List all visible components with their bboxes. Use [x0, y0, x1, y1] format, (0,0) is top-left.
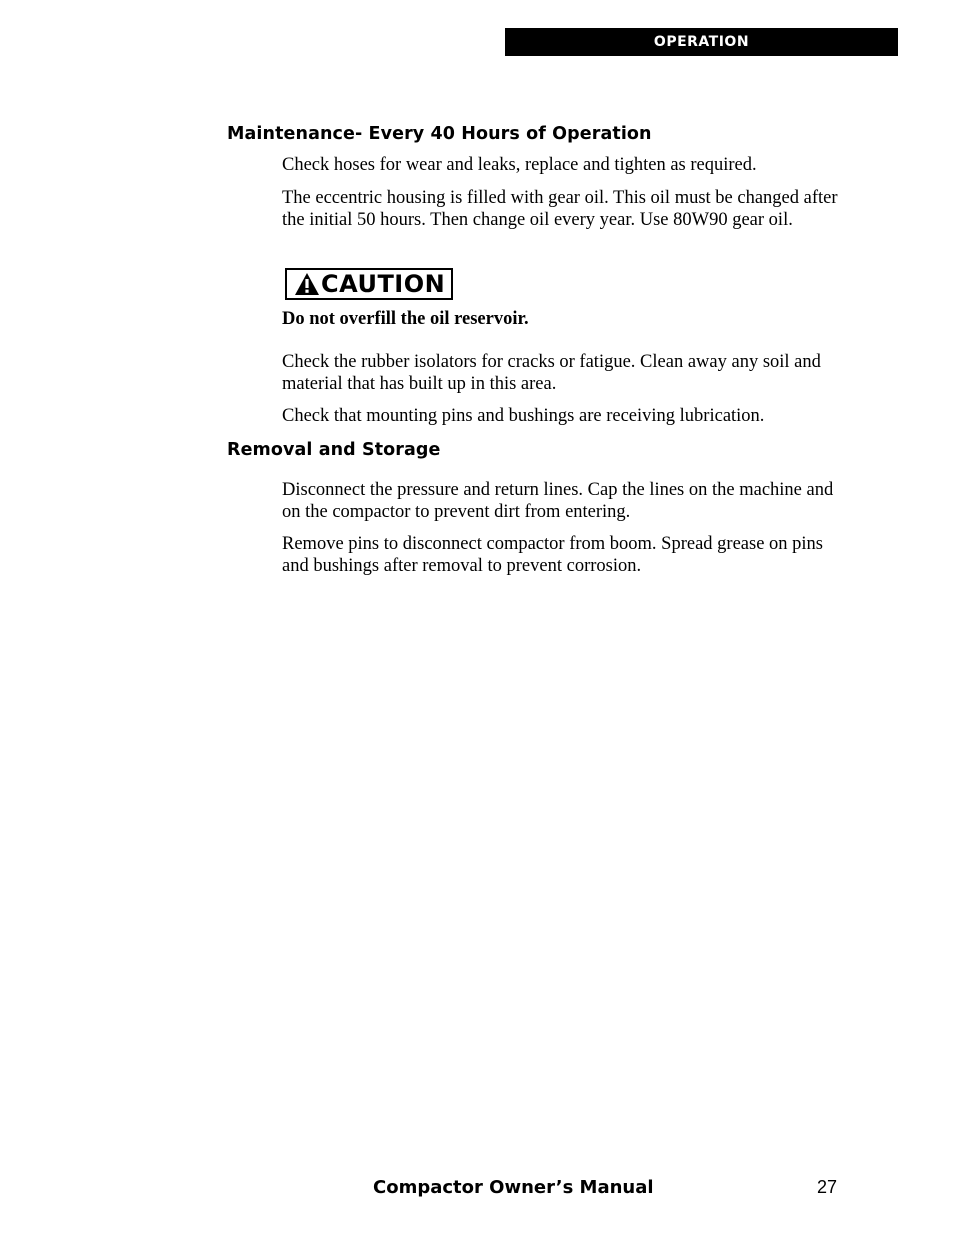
paragraph-hoses: Check hoses for wear and leaks, replace and tighten as required.: [282, 155, 757, 175]
section-label: OPERATION: [653, 34, 750, 50]
warning-triangle-icon: [294, 272, 320, 296]
caution-label: CAUTION: [321, 270, 446, 298]
caution-banner: [285, 268, 453, 300]
paragraph-mounting-pins: Check that mounting pins and bushings are receiving lubrication.: [282, 406, 765, 426]
maintenance-heading: Maintenance- Every 40 Hours of Operation: [227, 124, 652, 144]
section-header-bar: [505, 28, 898, 56]
removal-heading: Removal and Storage: [227, 440, 441, 460]
paragraph-disconnect-lines: Disconnect the pressure and return lines. Cap the lines on the machine and on the compactor to prevent dirt from entering.: [282, 480, 834, 522]
paragraph-gear-oil: The eccentric housing is filled with gear oil. This oil must be changed after the initial 50 hours. Then change oil every year. Use 80W90 gear oil.: [282, 188, 838, 230]
page-number: 27: [817, 1177, 838, 1197]
footer-manual-title: Compactor Owner’s Manual: [373, 1177, 654, 1198]
paragraph-remove-pins: Remove pins to disconnect compactor from boom. Spread grease on pins and bushings after removal to prevent corrosion.: [282, 534, 823, 576]
paragraph-rubber-isolators: Check the rubber isolators for cracks or fatigue. Clean away any soil and material that has built up in this area.: [282, 352, 821, 394]
caution-message: Do not overfill the oil reservoir.: [282, 309, 529, 329]
